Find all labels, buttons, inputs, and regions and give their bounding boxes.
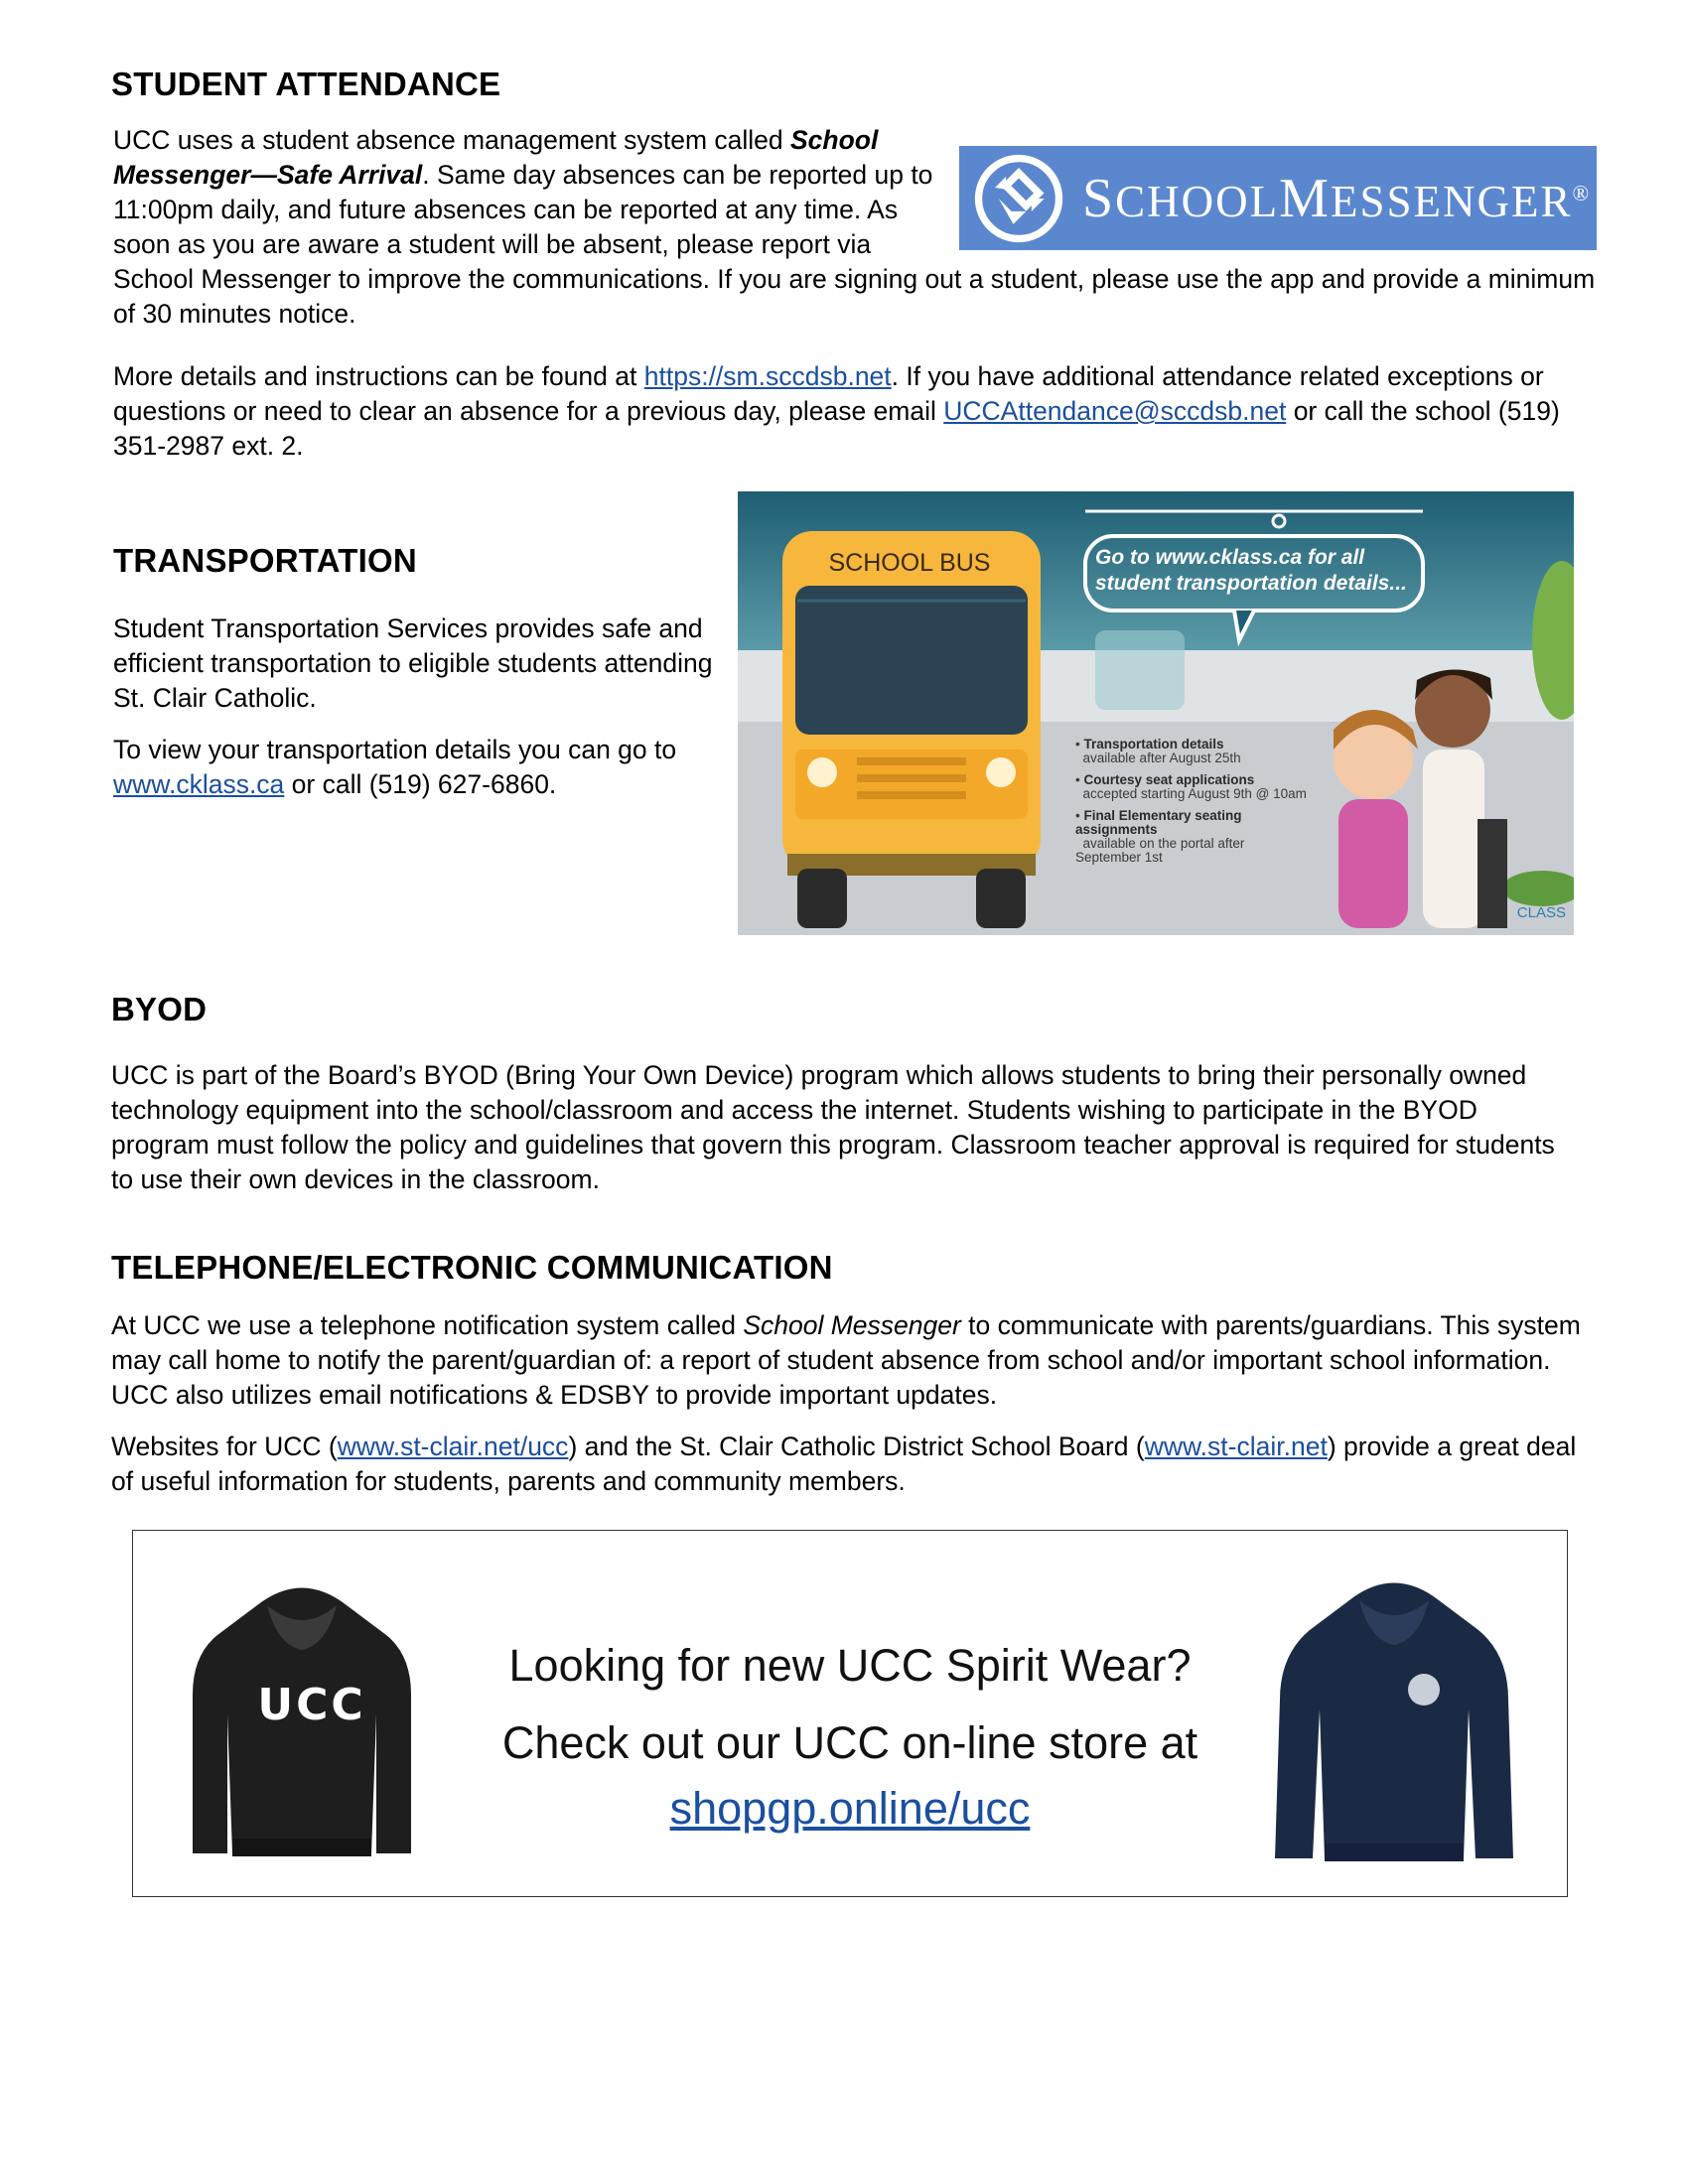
telephone-paragraph-2: Websites for UCC (www.st-clair.net/ucc) and the St. Clair Catholic District School Board (www.st-clair.net) provide a great deal of useful information for students, parents and community members. <box>111 1432 1577 1496</box>
banner-bullet: • Final Elementary seating assignments available on the portal after September 1st <box>1075 808 1245 865</box>
cklass-logo: CLASS <box>1516 904 1566 921</box>
school-messenger-logo <box>959 146 1597 250</box>
school-messenger-name: School Messenger <box>743 1310 961 1340</box>
board-website-link[interactable]: www.st-clair.net <box>1144 1432 1328 1461</box>
navy-hoodie-image <box>1265 1570 1523 1868</box>
sm-link[interactable]: https://sm.sccdsb.net <box>643 361 892 391</box>
spirit-wear-box <box>132 1530 1568 1897</box>
online-store-link[interactable]: shopgp.online/ucc <box>669 1783 1031 1834</box>
telephone-paragraph-1: At UCC we use a telephone notification system called School Messenger to communicate with parents/guardians. This system may call home to notify the parent/guardian of: a report of student absence from school and/or important school information. UCC also utilizes email notifications & EDSBY to provide important updates. <box>111 1310 1581 1410</box>
safe-arrival-name: School Messenger—Safe Arrival <box>113 125 879 190</box>
telephone-heading: TELEPHONE/ELECTRONIC COMMUNICATION <box>111 1249 833 1286</box>
banner-bullet-list <box>1075 738 1314 873</box>
school-messenger-mark-icon <box>973 153 1064 244</box>
spirit-line-2: Check out our UCC on-line store at <box>501 1717 1198 1768</box>
transportation-heading: TRANSPORTATION <box>113 542 417 579</box>
transportation-paragraph-2: To view your transportation details you can go to www.cklass.ca or call (519) 627-6860. <box>113 735 677 799</box>
banner-bullet: • Courtesy seat applications accepted starting August 9th @ 10am <box>1075 772 1307 801</box>
banner-bullet: • Transportation details available after August 25th <box>1075 737 1241 765</box>
banner-bubble-text: Go to www.cklass.ca for all student transportation details... <box>1095 546 1407 595</box>
transportation-banner[interactable] <box>738 491 1574 935</box>
attendance-heading: STUDENT ATTENDANCE <box>111 66 501 102</box>
byod-heading: BYOD <box>111 991 208 1027</box>
attendance-paragraph-2: More details and instructions can be found at https://sm.sccdsb.net. If you have additional attendance related exceptions or questions or need to clear an absence for a previous day, please email UCCAttendance@sccdsb.net or call the school (519) 351-2987 ext. 2. <box>113 361 1560 461</box>
spirit-line-1: Looking for new UCC Spirit Wear? <box>508 1640 1192 1691</box>
transportation-paragraph-1: Student Transportation Services provides safe and efficient transportation to eligible students attending St. Clair Catholic. <box>113 614 713 713</box>
hoodie-ucc-print: UCC <box>257 1680 366 1730</box>
school-messenger-wordmark: SCHOOLMESSENGER® <box>1082 167 1592 229</box>
attendance-paragraph-1: UCC uses a student absence management system called School Messenger—Safe Arrival. Same day absences can be reported up to 11:00pm daily, and future absences can be reported at any time. As soon as you are aware a student will be absent, please report via School Messenger to improve the communications. If you are signing out a student, please use the app and provide a minimum of 30 minutes notice. <box>113 125 1596 329</box>
cklass-link[interactable]: www.cklass.ca <box>113 769 285 799</box>
ucc-website-link[interactable]: www.st-clair.net/ucc <box>337 1432 569 1461</box>
attendance-email-link[interactable]: UCCAttendance@sccdsb.net <box>943 396 1287 426</box>
school-bus-sign: SCHOOL BUS <box>828 549 991 577</box>
byod-paragraph: UCC is part of the Board’s BYOD (Bring Your Own Device) program which allows students to bring their personally owned technology equipment into the school/classroom and access the internet. Students wishing to participate in the BYOD program must follow the policy and guidelines that govern this program. Classroom teacher approval is required for students to use their own devices in the classroom. <box>111 1060 1555 1194</box>
